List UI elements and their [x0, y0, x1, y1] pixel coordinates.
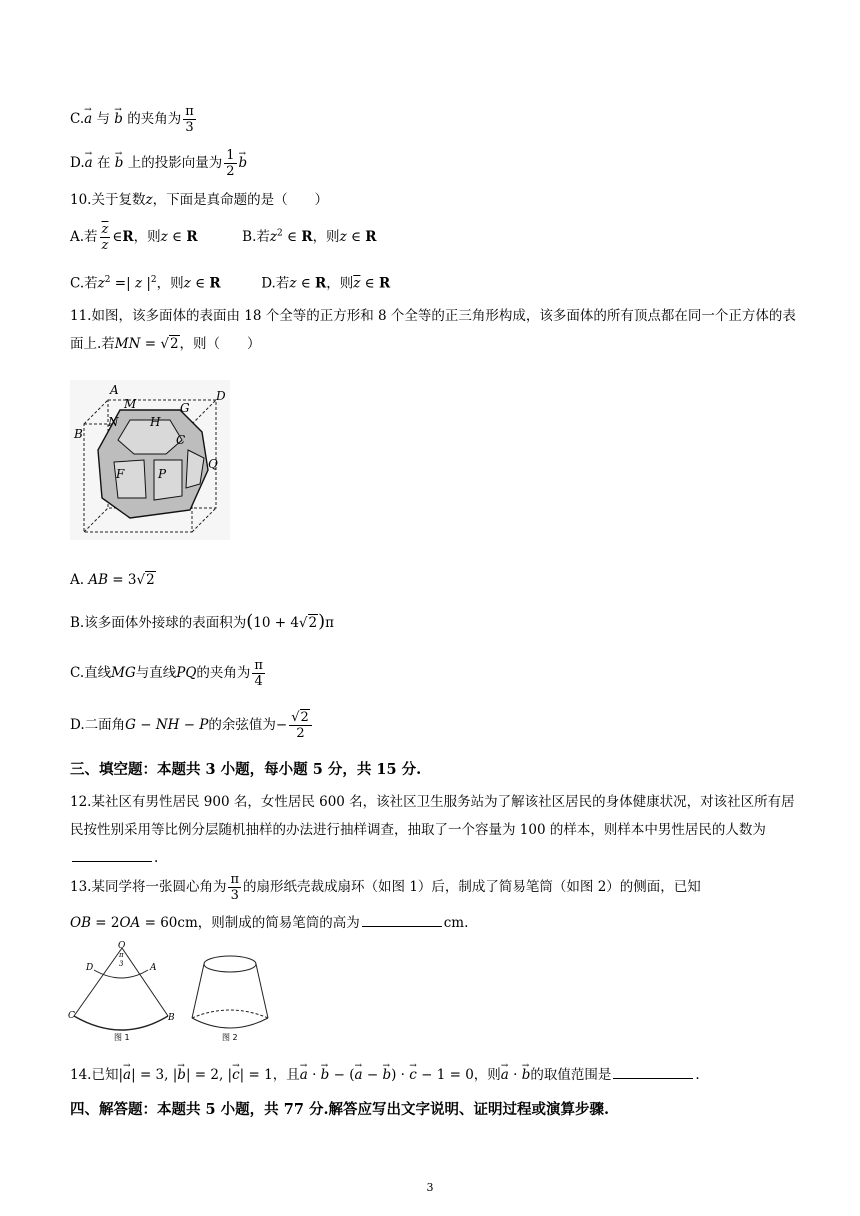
fig-label-d: D: [216, 389, 226, 403]
fig1-label-b: B: [168, 1013, 175, 1023]
q11-polyhedron-figure: [70, 380, 230, 540]
q14-answer-blank[interactable]: [613, 1064, 693, 1079]
fig-label-g: G: [180, 401, 190, 415]
fig-label-c: C: [176, 433, 186, 447]
fig-label-h: H: [150, 415, 161, 429]
q11-option-b: B.该多面体外接球的表面积为(10 + 4√2)π: [70, 611, 335, 632]
q13-line1: 13.某同学将一张圆心角为 $\frac{\pi}{3}$ 的扇形纸壳裁成扇环（如图 1）后，制成了简易笔筒（如图 2）的侧面，已知: [70, 872, 701, 903]
q10-options-ab: A.若 $\frac{\overline{z}}{z}$ ∈R，则z ∈ R B.若$z^2$ ∈ R，则z ∈ R: [70, 222, 377, 253]
q12-answer-blank[interactable]: [72, 847, 152, 862]
q11-option-d: D.二面角G − NH − P的余弦值为− $\frac{√2}{2}$: [70, 710, 314, 741]
page-number: 3: [426, 1181, 434, 1194]
section-4-heading: 四、解答题：本题共 5 小题，共 77 分.解答应写出文字说明、证明过程或演算步骤.: [70, 1101, 610, 1118]
q10-options-cd: C.若$z^2$ =| z $|^2$，则z ∈ R D.若z ∈ R，则$\overline{z}$ ∈ R: [70, 275, 391, 292]
fig-label-b: B: [74, 427, 83, 441]
q11-option-a: A. AB = 3√2: [70, 572, 155, 588]
q9-option-c: C.→ a 与 → b 的夹角为 $\frac{\pi}{3}$: [70, 104, 198, 135]
fig1-label-c: C: [68, 1011, 75, 1021]
q11-stem: 11.如图，该多面体的表面由 18 个全等的正方形和 8 个全等的正三角形构成，该多面体的所有顶点都在同一个正方体的表面上.若MN = √2，则（ ）: [70, 308, 796, 352]
q13-line2: OB = 2OA = 60cm，则制成的简易笔筒的高为 cm.: [70, 912, 468, 933]
q13-answer-blank[interactable]: [362, 912, 442, 927]
q14: 14.已知|→ a| = 3, |→ b| = 2, |→ c| = 1，且→ a · → b − (→ a − → b) · → c − 1 = 0，则→ a · → b的取值范围是 .: [70, 1064, 700, 1085]
section-3-heading: 三、填空题：本题共 3 小题，每小题 5 分，共 15 分.: [70, 761, 422, 778]
fig1-angle-num: π: [119, 951, 124, 959]
fig-label-p: P: [158, 467, 167, 481]
fig-label-m: M: [124, 397, 137, 411]
fig-label-f: F: [116, 467, 125, 481]
fig1-label-o: O: [118, 941, 126, 951]
q10-stem: 10.关于复数z，下面是真命题的是（ ）: [70, 192, 329, 208]
fig-label-n: N: [108, 415, 119, 429]
q9-option-d: D.→ a 在 → b 上的投影向量为 $\frac{1}{2}$ → b: [70, 148, 247, 179]
q13-figure-2-pen-holder: [188, 948, 272, 1044]
fig1-caption: 图 1: [114, 1033, 130, 1042]
fig1-label-a: A: [150, 963, 157, 973]
q11-option-c: C.直线MG与直线PQ的夹角为 $\frac{\pi}{4}$: [70, 658, 263, 689]
fig1-angle-den: 3: [119, 960, 124, 968]
q13-figure-1-sector: [68, 940, 178, 1044]
fig-label-a: A: [110, 383, 119, 397]
fig-label-q: Q: [208, 457, 218, 471]
q12: 12.某社区有男性居民 900 名，女性居民 600 名，该社区卫生服务站为了解该社区居民的身体健康状况，对该社区所有居民按性别采用等比例分层随机抽样的办法进行抽样调查，抽取了一个容量为 100 的样本，则样本中男性居民的人数为.: [70, 794, 795, 866]
fig1-label-d: D: [86, 963, 94, 973]
fig2-caption: 图 2: [222, 1033, 238, 1042]
